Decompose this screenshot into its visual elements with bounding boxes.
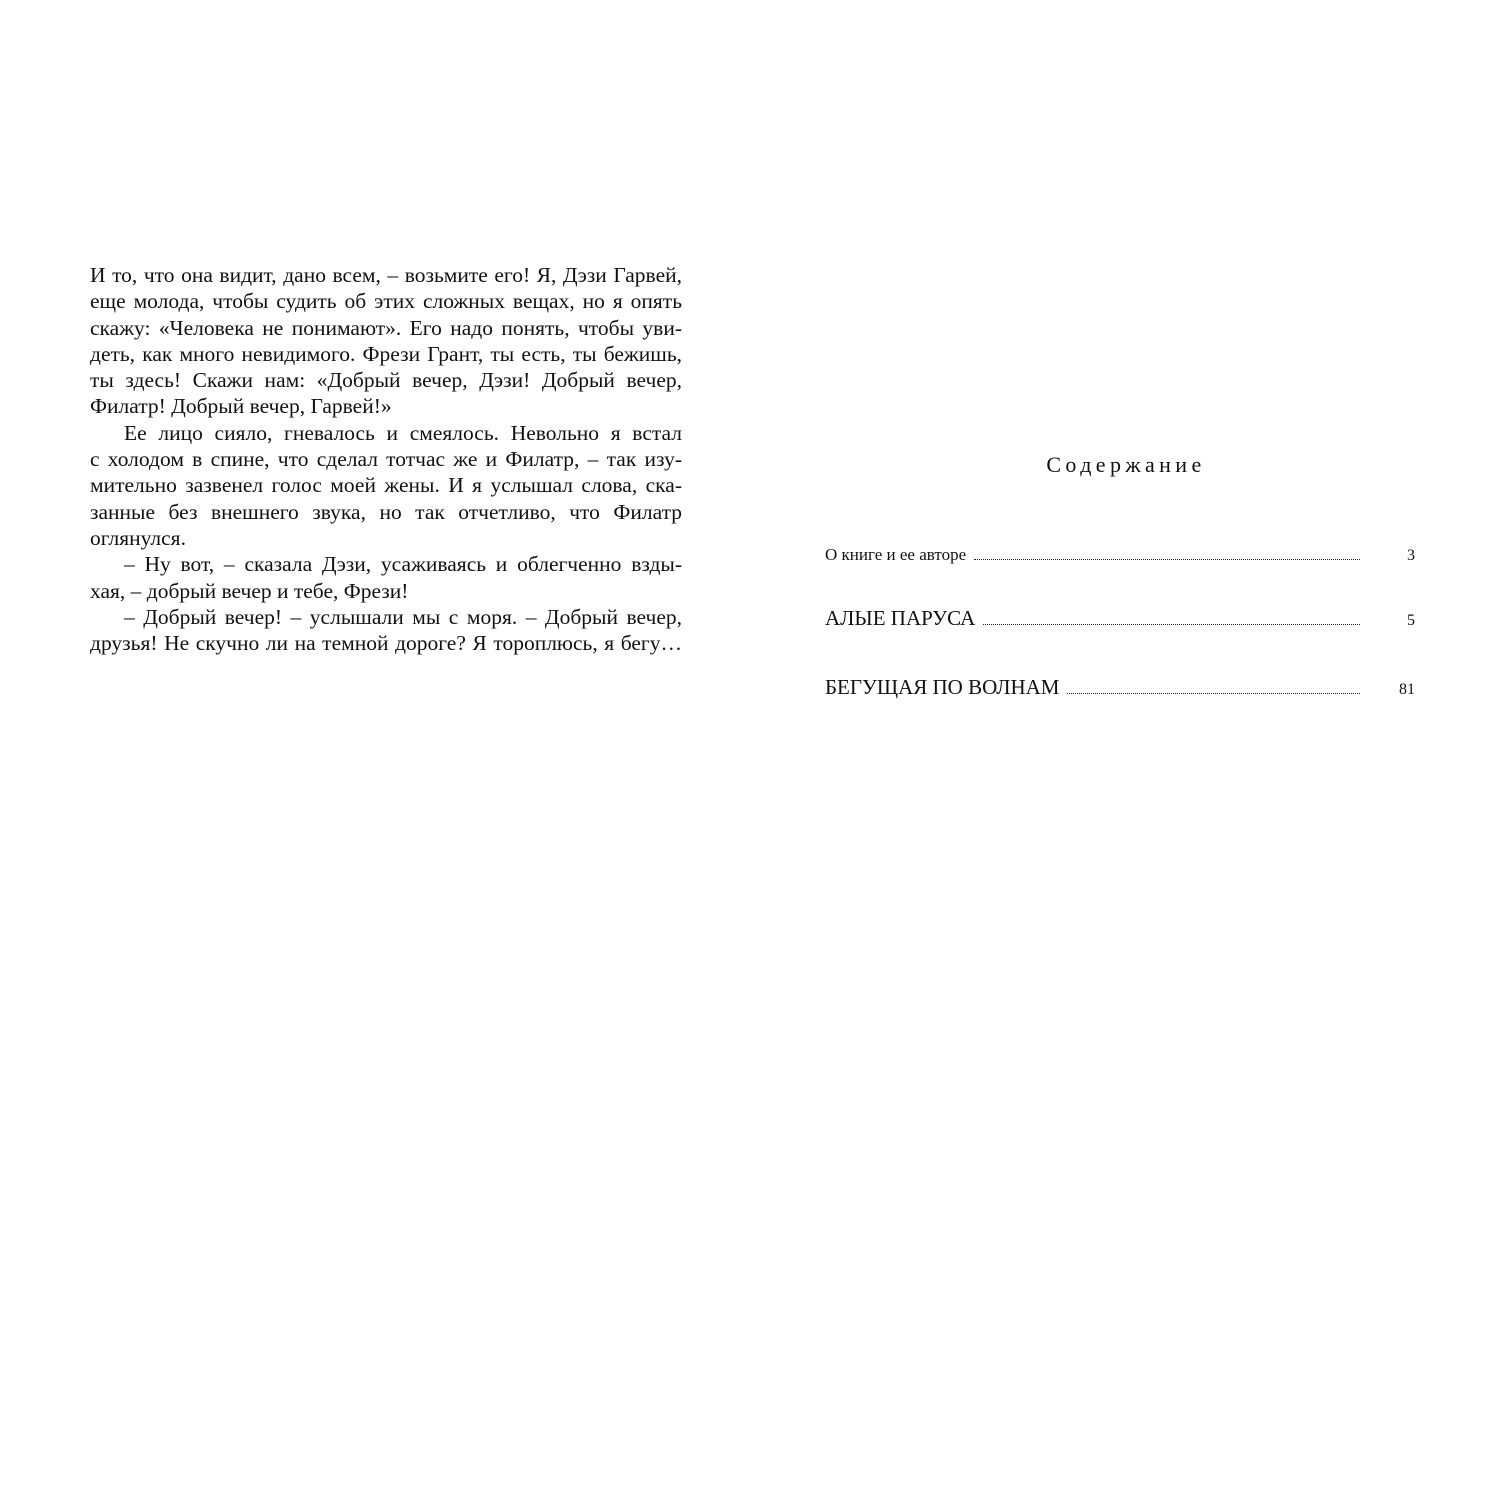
toc-entry-scarlet-sails[interactable]: [825, 606, 1415, 631]
prose-line: И то, что она видит, дано всем, – возьмите его! Я, Дэзи Гарвей,: [90, 263, 682, 287]
toc-entry-title: О книге и ее авторе: [825, 545, 967, 564]
toc-dot-leader: [974, 558, 1360, 560]
prose-line: – Ну вот, – сказала Дэзи, усаживаясь и облегченно взды-: [124, 552, 682, 577]
toc-page-number: 3: [1407, 547, 1415, 564]
prose-line: хая, – добрый вечер и тебе, Фрези!: [90, 578, 409, 603]
prose-line: с холодом в спине, что сделал тотчас же и Филатр, – так изу-: [90, 447, 682, 472]
toc-heading: Содержание: [1046, 452, 1206, 477]
prose-line: еще молода, чтобы судить об этих сложных вещах, но я опять: [90, 289, 682, 314]
prose-line: скажу: «Человека не понимают». Его надо понять, чтобы уви-: [90, 315, 682, 340]
prose-line: мительно зазвенел голос моей жены. И я услышал слова, ска-: [90, 473, 682, 498]
toc-entry-running-on-waves[interactable]: [825, 675, 1415, 700]
prose-line: занные без внешнего звука, но так отчетливо, что Филатр: [90, 499, 682, 524]
toc-dot-leader: [1067, 692, 1360, 694]
toc-entry-title: АЛЫЕ ПАРУСА: [825, 606, 976, 630]
prose-line: деть, как много невидимого. Фрези Грант, ты есть, ты бежишь,: [90, 341, 682, 366]
prose-line: ты здесь! Скажи нам: «Добрый вечер, Дэзи! Добрый вечер,: [90, 368, 682, 393]
toc-page-number: 81: [1399, 681, 1415, 698]
prose-line: – Добрый вечер! – услышали мы с моря. – Добрый вечер,: [124, 604, 682, 629]
prose-line: Филатр! Добрый вечер, Гарвей!»: [90, 394, 392, 419]
toc-entry-about-book[interactable]: [825, 545, 1415, 565]
prose-line: оглянулся.: [90, 525, 186, 550]
toc-dot-leader: [983, 623, 1360, 625]
toc-entry-title: БЕГУЩАЯ ПО ВОЛНАМ: [825, 675, 1060, 699]
prose-line: Ее лицо сияло, гневалось и смеялось. Невольно я встал: [124, 420, 682, 445]
left-page-text: [90, 262, 682, 656]
table-of-contents: [825, 440, 1415, 699]
toc-page-number: 5: [1407, 612, 1415, 629]
prose-line: друзья! Не скучно ли на темной дороге? Я тороплюсь, я бегу…: [90, 631, 682, 656]
